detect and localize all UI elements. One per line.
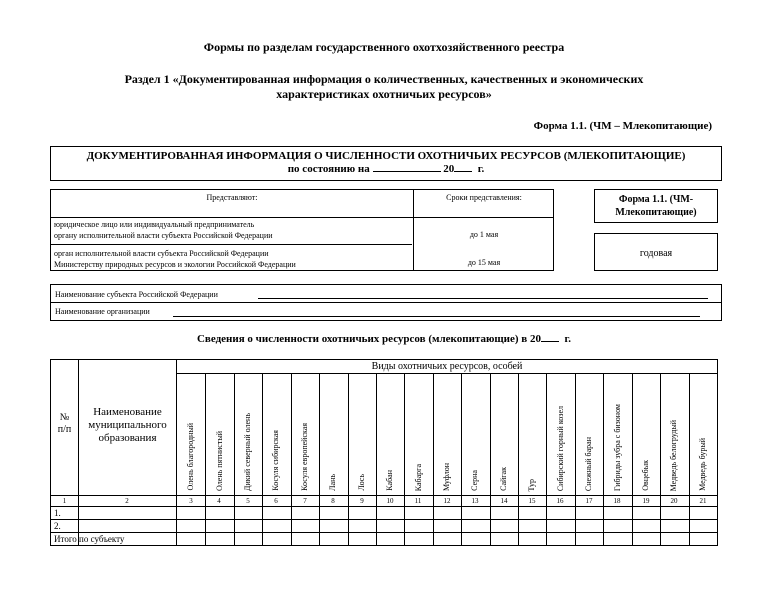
column-number: 21 — [699, 497, 707, 505]
column-number: 3 — [189, 497, 193, 505]
data-cell[interactable] — [603, 520, 631, 532]
species-header: Серна — [470, 470, 479, 491]
data-cell[interactable] — [205, 533, 233, 545]
periodicity-box: годовая — [594, 233, 718, 271]
species-header: Сибирский горный козел — [556, 405, 565, 491]
as-of-date-line: по состоянию на 20 г. — [287, 163, 485, 175]
data-cell[interactable] — [490, 507, 518, 519]
data-cell[interactable] — [319, 533, 347, 545]
main-table — [50, 359, 718, 546]
data-cell[interactable] — [404, 507, 432, 519]
submitter-2-line1: орган исполнительной власти субъекта Российской Федерации — [54, 249, 269, 258]
column-number: 18 — [613, 497, 621, 505]
data-cell[interactable] — [348, 520, 376, 532]
document-heading: Формы по разделам государственного охотхозяйственного реестра — [203, 40, 565, 54]
data-cell[interactable] — [575, 520, 603, 532]
data-cell[interactable] — [376, 507, 404, 519]
species-header: Овцебык — [641, 460, 650, 491]
data-cell[interactable] — [262, 520, 290, 532]
species-header: Кабарга — [414, 463, 423, 491]
data-cell[interactable] — [660, 507, 688, 519]
data-cell[interactable] — [461, 533, 489, 545]
data-cell[interactable] — [404, 533, 432, 545]
species-header: Олень пятнистый — [215, 431, 224, 491]
column-number: 4 — [217, 497, 221, 505]
document-title-box — [50, 146, 722, 181]
section-heading-line2: характеристиках охотничьих ресурсов» — [276, 87, 492, 101]
column-number: 1 — [62, 497, 67, 505]
data-cell[interactable] — [546, 507, 574, 519]
submitters-header: Представляют: — [206, 193, 258, 202]
column-number: 7 — [303, 497, 307, 505]
form-number-box: Форма 1.1. (ЧМ- Млекопитающие) — [594, 189, 718, 223]
data-cell[interactable] — [262, 533, 290, 545]
section-heading-line1: Раздел 1 «Документированная информация о количественных, качественных и экономических — [124, 72, 644, 86]
data-cell[interactable] — [348, 533, 376, 545]
species-header: Медведь белогрудый — [669, 419, 678, 491]
data-cell[interactable] — [177, 533, 205, 545]
data-cell[interactable] — [319, 507, 347, 519]
row-label-1: 1. — [54, 508, 61, 518]
species-header: Косуля европейская — [300, 423, 309, 491]
species-header: Тур — [527, 478, 536, 491]
subject-name-field[interactable] — [258, 298, 708, 299]
data-cell[interactable] — [205, 507, 233, 519]
species-header: Лось — [357, 474, 366, 491]
column-number: 20 — [670, 497, 678, 505]
subject-name-row: Наименование субъекта Российской Федерации — [55, 290, 218, 299]
data-cell[interactable] — [490, 533, 518, 545]
data-cell[interactable] — [234, 520, 262, 532]
column-number: 12 — [443, 497, 451, 505]
species-group-header: Виды охотничьих ресурсов, особей — [371, 361, 523, 372]
deadline-2: до 15 мая — [467, 258, 501, 267]
data-cell[interactable] — [461, 507, 489, 519]
section-title: Сведения о численности охотничьих ресурсов (млекопитающие) в 20 г. — [196, 333, 571, 345]
column-number: 15 — [528, 497, 536, 505]
species-header: Косуля сибирская — [271, 430, 280, 491]
column-number: 17 — [585, 497, 593, 505]
submission-table — [50, 189, 554, 271]
row-label-2: 2. — [54, 521, 61, 531]
data-cell[interactable] — [575, 507, 603, 519]
species-header: Снежный баран — [584, 436, 593, 491]
section-year-blank[interactable] — [541, 341, 559, 342]
data-cell[interactable] — [632, 507, 660, 519]
data-cell[interactable] — [433, 520, 461, 532]
data-cell[interactable] — [376, 520, 404, 532]
form-reference: Форма 1.1. (ЧМ – Млекопитающие) — [533, 120, 712, 132]
data-cell[interactable] — [376, 533, 404, 545]
data-cell[interactable] — [603, 533, 631, 545]
data-cell[interactable] — [461, 520, 489, 532]
year-blank[interactable] — [454, 171, 472, 172]
data-cell[interactable] — [546, 533, 574, 545]
data-cell[interactable] — [262, 507, 290, 519]
data-cell[interactable] — [291, 507, 319, 519]
column-number: 6 — [274, 497, 278, 505]
deadline-1: до 1 мая — [469, 230, 499, 239]
species-header: Лань — [328, 474, 337, 491]
data-cell[interactable] — [291, 520, 319, 532]
data-cell[interactable] — [546, 520, 574, 532]
data-cell[interactable] — [660, 533, 688, 545]
column-number: 10 — [386, 497, 394, 505]
data-cell[interactable] — [234, 507, 262, 519]
data-cell[interactable] — [319, 520, 347, 532]
row-label-total: Итого по субъекту — [54, 534, 125, 544]
municipality-cell[interactable] — [79, 520, 176, 532]
data-cell[interactable] — [689, 507, 717, 519]
data-cell[interactable] — [660, 520, 688, 532]
species-header: Дикий северный олень — [243, 413, 252, 491]
data-cell[interactable] — [205, 520, 233, 532]
municipality-column-header: Наименование муниципального образования — [88, 406, 167, 444]
column-number: 5 — [246, 497, 250, 505]
data-cell[interactable] — [689, 533, 717, 545]
data-cell[interactable] — [518, 533, 546, 545]
data-cell[interactable] — [291, 533, 319, 545]
column-number: 19 — [642, 497, 650, 505]
species-header: Гибриды зубра с бизоном — [613, 403, 622, 491]
data-cell[interactable] — [632, 533, 660, 545]
data-cell[interactable] — [433, 533, 461, 545]
date-blank[interactable] — [373, 171, 441, 172]
submitter-2-line2: Министерству природных ресурсов и экологии Российской Федерации — [54, 260, 296, 269]
document-title: ДОКУМЕНТИРОВАННАЯ ИНФОРМАЦИЯ О ЧИСЛЕННОСТИ ОХОТНИЧЬИХ РЕСУРСОВ (МЛЕКОПИТАЮЩИЕ) — [86, 150, 686, 162]
species-header: Олень благородный — [186, 423, 195, 491]
column-number: 14 — [500, 497, 508, 505]
names-box — [50, 284, 722, 321]
data-cell[interactable] — [518, 507, 546, 519]
species-header: Медведь бурый — [698, 438, 707, 491]
column-number: 9 — [360, 497, 364, 505]
data-cell[interactable] — [575, 533, 603, 545]
data-cell[interactable] — [689, 520, 717, 532]
number-column-header: № п/п — [57, 412, 72, 435]
species-header: Муфлон — [442, 463, 451, 491]
deadlines-header: Сроки представления: — [446, 193, 522, 202]
column-number: 16 — [556, 497, 564, 505]
column-number: 8 — [331, 497, 335, 505]
column-number: 11 — [414, 497, 422, 505]
column-number: 2 — [125, 497, 129, 505]
org-name-field[interactable] — [173, 316, 700, 317]
data-cell[interactable] — [348, 507, 376, 519]
data-cell[interactable] — [603, 507, 631, 519]
org-name-row: Наименование организации — [55, 307, 150, 316]
data-cell[interactable] — [404, 520, 432, 532]
column-number: 13 — [471, 497, 479, 505]
submitter-1-line1: юридическое лицо или индивидуальный предприниматель — [54, 220, 255, 229]
data-cell[interactable] — [518, 520, 546, 532]
submitter-1-line2: органу исполнительной власти субъекта Российской Федерации — [54, 231, 273, 240]
data-cell[interactable] — [234, 533, 262, 545]
data-cell[interactable] — [177, 507, 205, 519]
data-cell[interactable] — [632, 520, 660, 532]
data-cell[interactable] — [433, 507, 461, 519]
species-header: Сайгак — [499, 467, 508, 491]
municipality-cell[interactable] — [79, 507, 176, 519]
data-cell[interactable] — [490, 520, 518, 532]
species-header: Кабан — [385, 470, 394, 491]
data-cell[interactable] — [177, 520, 205, 532]
